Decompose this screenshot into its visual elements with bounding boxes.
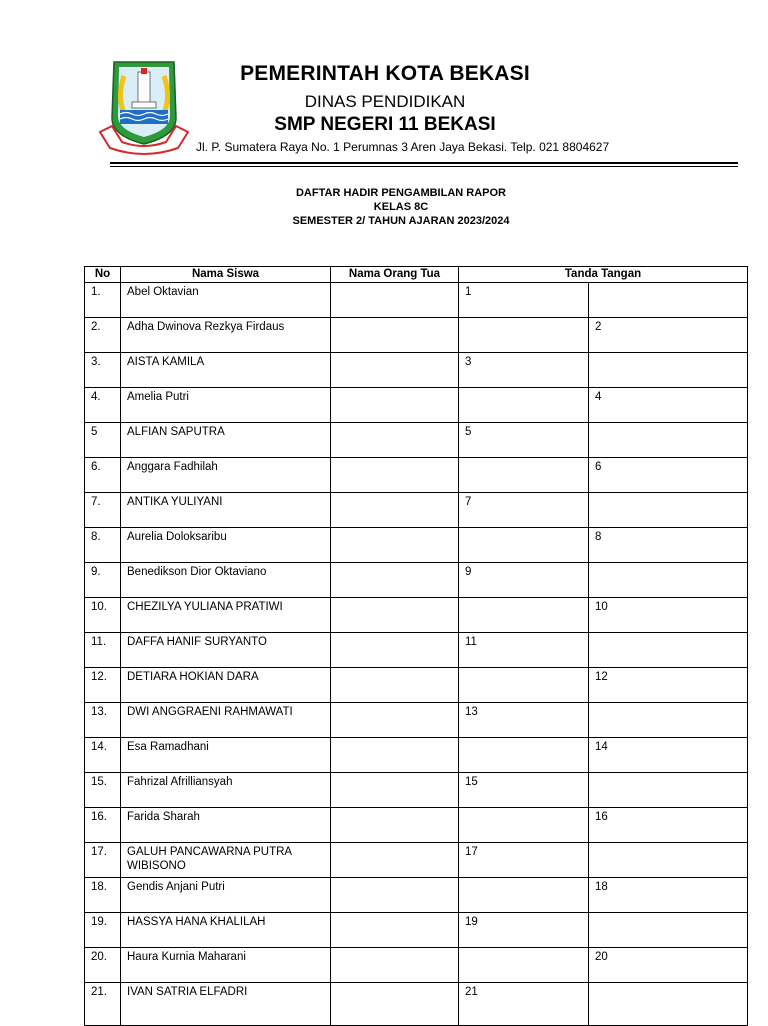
signature-cell-right[interactable] — [589, 493, 748, 528]
table-row — [85, 843, 748, 878]
row-number: 4. — [85, 388, 121, 423]
column-header-signature: Tanda Tangan — [459, 267, 748, 283]
student-name: DWI ANGGRAENI RAHMAWATI — [121, 703, 331, 738]
student-name: DAFFA HANIF SURYANTO — [121, 633, 331, 668]
row-number: 11. — [85, 633, 121, 668]
student-name: CHEZILYA YULIANA PRATIWI — [121, 598, 331, 633]
parent-name-cell[interactable] — [331, 913, 459, 948]
row-number: 21. — [85, 983, 121, 1026]
letterhead-rule-thin — [110, 166, 738, 167]
student-name: AISTA KAMILA — [121, 353, 331, 388]
table-row — [85, 563, 748, 598]
signature-cell-right[interactable]: 18 — [589, 878, 748, 913]
parent-name-cell[interactable] — [331, 983, 459, 1026]
student-name: Amelia Putri — [121, 388, 331, 423]
table-body — [85, 283, 748, 1026]
signature-cell-left[interactable]: 9 — [459, 563, 589, 598]
parent-name-cell[interactable] — [331, 353, 459, 388]
signature-cell-left[interactable]: 5 — [459, 423, 589, 458]
signature-cell-left[interactable] — [459, 808, 589, 843]
signature-cell-left[interactable] — [459, 878, 589, 913]
parent-name-cell[interactable] — [331, 493, 459, 528]
table-row — [85, 318, 748, 353]
parent-name-cell[interactable] — [331, 563, 459, 598]
signature-cell-right[interactable] — [589, 843, 748, 878]
row-number: 17. — [85, 843, 121, 878]
student-name: Anggara Fadhilah — [121, 458, 331, 493]
student-name: Aurelia Doloksaribu — [121, 528, 331, 563]
signature-cell-left[interactable]: 17 — [459, 843, 589, 878]
student-name: Gendis Anjani Putri — [121, 878, 331, 913]
table-row — [85, 283, 748, 318]
signature-cell-left[interactable]: 11 — [459, 633, 589, 668]
student-name: ANTIKA YULIYANI — [121, 493, 331, 528]
signature-cell-right[interactable] — [589, 283, 748, 318]
student-name: IVAN SATRIA ELFADRI — [121, 983, 331, 1026]
table-row — [85, 598, 748, 633]
table-row — [85, 983, 748, 1026]
letterhead-rule-thick — [110, 162, 738, 164]
parent-name-cell[interactable] — [331, 843, 459, 878]
signature-cell-right[interactable]: 4 — [589, 388, 748, 423]
parent-name-cell[interactable] — [331, 423, 459, 458]
table-row — [85, 423, 748, 458]
column-header-student-name: Nama Siswa — [121, 267, 331, 283]
parent-name-cell[interactable] — [331, 633, 459, 668]
parent-name-cell[interactable] — [331, 458, 459, 493]
signature-cell-right[interactable]: 10 — [589, 598, 748, 633]
table-row — [85, 808, 748, 843]
signature-cell-right[interactable] — [589, 913, 748, 948]
student-name: DETIARA HOKIAN DARA — [121, 668, 331, 703]
student-name: Benedikson Dior Oktaviano — [121, 563, 331, 598]
signature-cell-right[interactable] — [589, 983, 748, 1026]
student-name: GALUH PANCAWARNA PUTRA WIBISONO — [121, 843, 331, 878]
title-line-3: SEMESTER 2/ TAHUN AJARAN 2023/2024 — [292, 215, 510, 227]
student-name: Esa Ramadhani — [121, 738, 331, 773]
signature-cell-left[interactable] — [459, 738, 589, 773]
signature-cell-left[interactable] — [459, 598, 589, 633]
table-row — [85, 493, 748, 528]
column-header-parent-name: Nama Orang Tua — [331, 267, 459, 283]
student-name: Farida Sharah — [121, 808, 331, 843]
signature-cell-left[interactable] — [459, 668, 589, 703]
row-number: 15. — [85, 773, 121, 808]
student-name: ALFIAN SAPUTRA — [121, 423, 331, 458]
row-number: 20. — [85, 948, 121, 983]
attendance-table — [84, 266, 748, 1026]
kota-bekasi-emblem-icon — [98, 58, 190, 162]
row-number: 8. — [85, 528, 121, 563]
row-number: 10. — [85, 598, 121, 633]
signature-cell-left[interactable]: 1 — [459, 283, 589, 318]
student-name: Fahrizal Afrilliansyah — [121, 773, 331, 808]
row-number: 19. — [85, 913, 121, 948]
parent-name-cell[interactable] — [331, 318, 459, 353]
school-name: SMP NEGERI 11 BEKASI — [274, 114, 496, 135]
table-row — [85, 668, 748, 703]
row-number: 16. — [85, 808, 121, 843]
row-number: 14. — [85, 738, 121, 773]
parent-name-cell[interactable] — [331, 773, 459, 808]
parent-name-cell[interactable] — [331, 528, 459, 563]
table-header-row — [85, 267, 748, 283]
row-number: 12. — [85, 668, 121, 703]
parent-name-cell[interactable] — [331, 878, 459, 913]
table-row — [85, 458, 748, 493]
table-row — [85, 528, 748, 563]
signature-cell-left[interactable] — [459, 948, 589, 983]
row-number: 6. — [85, 458, 121, 493]
signature-cell-left[interactable]: 21 — [459, 983, 589, 1026]
table-row — [85, 738, 748, 773]
student-name: Haura Kurnia Maharani — [121, 948, 331, 983]
signature-cell-right[interactable] — [589, 703, 748, 738]
government-name: PEMERINTAH KOTA BEKASI — [240, 62, 530, 85]
row-number: 18. — [85, 878, 121, 913]
row-number: 3. — [85, 353, 121, 388]
table-row — [85, 913, 748, 948]
department-name: DINAS PENDIDIKAN — [304, 92, 466, 111]
parent-name-cell[interactable] — [331, 668, 459, 703]
signature-cell-left[interactable]: 15 — [459, 773, 589, 808]
parent-name-cell[interactable] — [331, 948, 459, 983]
table-row — [85, 703, 748, 738]
column-header-no: No — [85, 267, 121, 283]
title-line-1: DAFTAR HADIR PENGAMBILAN RAPOR — [295, 187, 506, 199]
table-row — [85, 388, 748, 423]
signature-cell-right[interactable] — [589, 563, 748, 598]
signature-cell-right[interactable]: 2 — [589, 318, 748, 353]
parent-name-cell[interactable] — [331, 738, 459, 773]
parent-name-cell[interactable] — [331, 808, 459, 843]
signature-cell-left[interactable]: 3 — [459, 353, 589, 388]
signature-cell-right[interactable] — [589, 423, 748, 458]
parent-name-cell[interactable] — [331, 388, 459, 423]
row-number: 1. — [85, 283, 121, 318]
student-name: Abel Oktavian — [121, 283, 331, 318]
student-name: HASSYA HANA KHALILAH — [121, 913, 331, 948]
signature-cell-right[interactable]: 14 — [589, 738, 748, 773]
signature-cell-left[interactable] — [459, 318, 589, 353]
signature-cell-left[interactable] — [459, 458, 589, 493]
signature-cell-right[interactable]: 8 — [589, 528, 748, 563]
document-titles — [0, 186, 768, 228]
parent-name-cell[interactable] — [331, 598, 459, 633]
signature-cell-right[interactable] — [589, 633, 748, 668]
signature-cell-right[interactable]: 20 — [589, 948, 748, 983]
signature-cell-right[interactable] — [589, 773, 748, 808]
school-address: Jl. P. Sumatera Raya No. 1 Perumnas 3 Aren Jaya Bekasi. Telp. 021 8804627 — [196, 140, 610, 154]
table-row — [85, 633, 748, 668]
table-row — [85, 353, 748, 388]
table-row — [85, 878, 748, 913]
signature-cell-right[interactable]: 12 — [589, 668, 748, 703]
signature-cell-left[interactable]: 19 — [459, 913, 589, 948]
signature-cell-left[interactable]: 13 — [459, 703, 589, 738]
row-number: 5 — [85, 423, 121, 458]
signature-cell-right[interactable] — [589, 353, 748, 388]
row-number: 7. — [85, 493, 121, 528]
row-number: 9. — [85, 563, 121, 598]
signature-cell-left[interactable] — [459, 388, 589, 423]
signature-cell-right[interactable]: 16 — [589, 808, 748, 843]
table-row — [85, 948, 748, 983]
student-name: Adha Dwinova Rezkya Firdaus — [121, 318, 331, 353]
row-number: 2. — [85, 318, 121, 353]
signature-cell-right[interactable]: 6 — [589, 458, 748, 493]
parent-name-cell[interactable] — [331, 703, 459, 738]
row-number: 13. — [85, 703, 121, 738]
title-line-2: KELAS 8C — [373, 201, 429, 213]
parent-name-cell[interactable] — [331, 283, 459, 318]
table-row — [85, 773, 748, 808]
signature-cell-left[interactable] — [459, 528, 589, 563]
signature-cell-left[interactable]: 7 — [459, 493, 589, 528]
